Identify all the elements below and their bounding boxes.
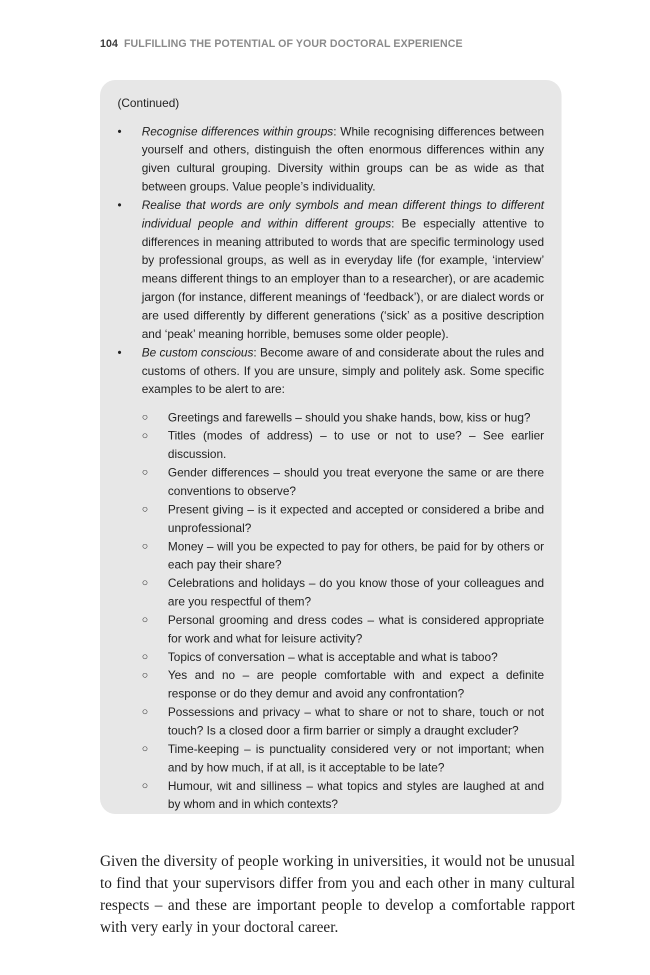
sub-marker: ○ bbox=[141, 706, 149, 719]
bullet-term: Recognise differences within groups bbox=[141, 124, 334, 139]
tips-box bbox=[100, 80, 562, 814]
bullet-item bbox=[117, 123, 544, 197]
bullet-term: Be custom conscious bbox=[141, 345, 254, 360]
sub-marker: ○ bbox=[141, 614, 149, 626]
sub-item bbox=[142, 464, 544, 501]
bullet-item bbox=[117, 344, 544, 814]
bullet-list bbox=[117, 123, 544, 814]
sub-item-text: Titles (modes of address) – to use or not to use? – See earlier discussion. bbox=[167, 429, 545, 462]
sub-item bbox=[142, 611, 544, 648]
sub-item bbox=[142, 501, 544, 538]
sub-marker: ○ bbox=[141, 503, 149, 516]
bullet-text: : Be especially attentive to differences in meaning attributed to words that are specific terminology used by professional groups, as well as in everyday life (for example, ‘interview’ means different things to an employer than to a researcher), or are academic jargon (for instance, different meanings of ‘feedback’), or are dialect words or are used differently by different generations (‘sick’ as a positive description and ‘peak’ meaning horrible, bemuses some older people). bbox=[141, 216, 545, 341]
sub-item bbox=[142, 648, 544, 666]
sub-marker: ○ bbox=[141, 466, 149, 479]
sub-marker: ○ bbox=[141, 743, 149, 755]
body-paragraph: Given the diversity of people working in universities, it would not be unusual to find that your supervisors differ from you and each other in many cultural respects – and these are important people to develop a comfortable rapport with very early in your doctoral career. bbox=[100, 853, 575, 937]
sub-marker: ○ bbox=[141, 651, 149, 663]
sub-marker: ○ bbox=[141, 540, 149, 553]
bullet-term: Realise that words are only symbols and mean different things to different individual people and within different groups bbox=[141, 198, 545, 231]
sub-item-text: Present giving – is it expected and accepted or considered a bribe and unprofessional? bbox=[167, 502, 545, 535]
bullet-item bbox=[117, 196, 544, 343]
sub-list bbox=[142, 409, 544, 814]
page-number: 104 bbox=[100, 38, 118, 50]
sub-item-text: Topics of conversation – what is acceptable and what is taboo? bbox=[167, 650, 498, 664]
bullet-text: : Become aware of and considerate about the rules and customs of others. If you are unsure, simply and politely ask. Some specific examples to be alert to are: bbox=[141, 345, 545, 397]
sub-item bbox=[142, 427, 544, 464]
sub-item-text: Possessions and privacy – what to share or not to share, touch or not touch? Is a closed door a firm barrier or simply a draught excluder? bbox=[167, 705, 545, 738]
sub-item-text: Time-keeping – is punctuality considered very or not important; when and by how much, if at all, is it acceptable to be late? bbox=[167, 742, 545, 775]
bullet-marker: • bbox=[117, 198, 122, 212]
sub-item-text: Gender differences – should you treat everyone the same or are there conventions to observe? bbox=[167, 465, 545, 498]
sub-marker: ○ bbox=[141, 780, 149, 792]
sub-item-text: Humour, wit and silliness – what topics and styles are laughed at and by whom and in which contexts? bbox=[167, 779, 545, 812]
sub-item-text: Money – will you be expected to pay for others, be paid for by others or each pay their share? bbox=[167, 539, 545, 572]
sub-item bbox=[142, 409, 544, 427]
sub-item-text: Personal grooming and dress codes – what is considered appropriate for work and what for leisure activity? bbox=[167, 613, 545, 646]
sub-item-text: Yes and no – are people comfortable with and expect a definite response or do they demur and avoid any confrontation? bbox=[167, 668, 545, 701]
bullet-marker: • bbox=[117, 124, 122, 139]
sub-marker: ○ bbox=[141, 411, 149, 424]
sub-item-text: Celebrations and holidays – do you know those of your colleagues and are you respectful of them? bbox=[167, 576, 545, 609]
bullet-text: : While recognising differences between yourself and others, distinguish the often enormous differences within any given cultural grouping. Diversity within groups can be as wide as that between groups. Value people’s individuality. bbox=[141, 124, 545, 194]
sub-item bbox=[142, 667, 544, 704]
continued-label: (Continued) bbox=[117, 96, 180, 111]
sub-item bbox=[142, 703, 544, 740]
sub-item bbox=[142, 575, 544, 612]
sub-item bbox=[142, 777, 544, 814]
sub-marker: ○ bbox=[141, 577, 149, 590]
running-title: FULFILLING THE POTENTIAL OF YOUR DOCTORAL EXPERIENCE bbox=[123, 38, 463, 50]
bullet-marker: • bbox=[117, 345, 122, 360]
running-head bbox=[100, 38, 463, 50]
sub-item bbox=[142, 538, 544, 575]
sub-marker: ○ bbox=[141, 669, 149, 682]
sub-item bbox=[142, 740, 544, 777]
sub-marker: ○ bbox=[141, 430, 149, 442]
sub-item-text: Greetings and farewells – should you shake hands, bow, kiss or hug? bbox=[167, 410, 531, 425]
